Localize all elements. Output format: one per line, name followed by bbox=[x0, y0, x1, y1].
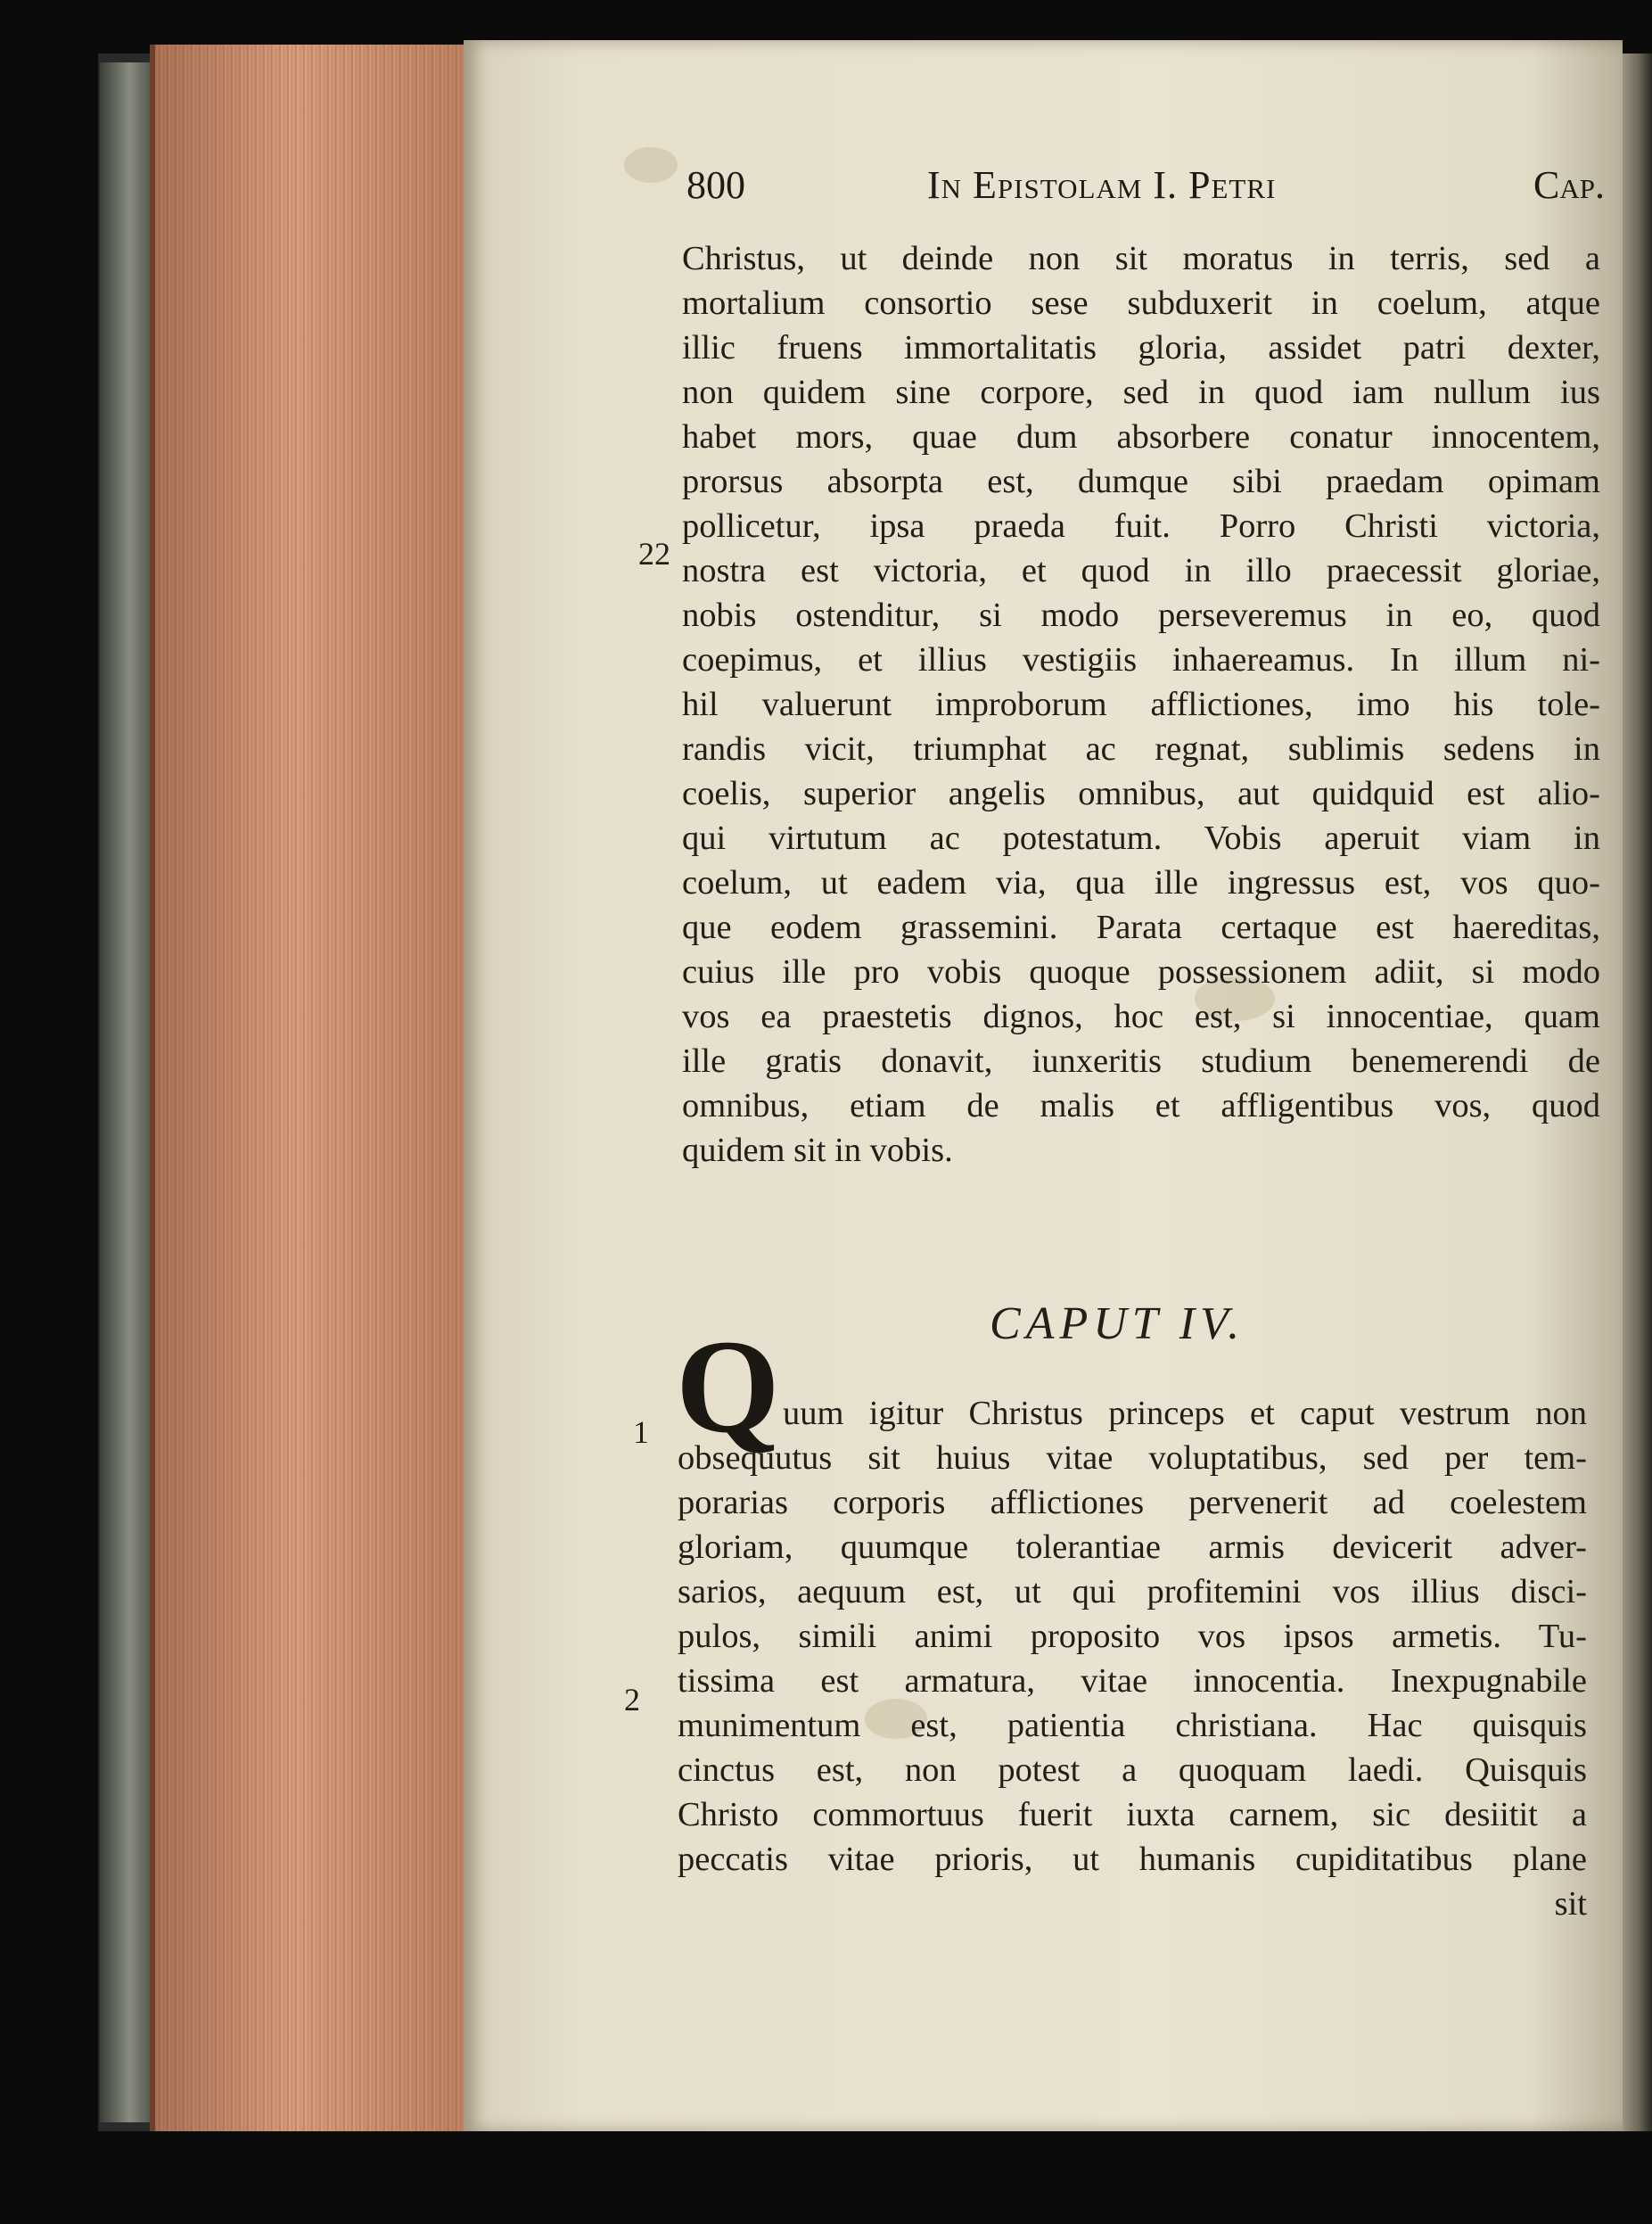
text-line: prorsus absorpta est, dumque sibi praedam opimam bbox=[682, 463, 1600, 500]
book-cover-edge bbox=[100, 62, 153, 2122]
verse-number-2: 2 bbox=[624, 1682, 640, 1717]
chapter-heading: CAPUT IV. bbox=[990, 1298, 1245, 1349]
text-line: cinctus est, non potest a quoquam laedi. Quisquis bbox=[678, 1751, 1587, 1789]
text-line: ille gratis donavit, iunxeritis studium benemerendi de bbox=[682, 1042, 1600, 1080]
page-number: 800 bbox=[686, 163, 745, 207]
text-line: qui virtutum ac potestatum. Vobis aperuit viam in bbox=[682, 820, 1600, 857]
chapter3-text bbox=[682, 236, 1600, 1173]
text-line: porarias corporis afflictiones pervenerit ad coelestem bbox=[678, 1484, 1587, 1521]
text-line: nobis ostenditur, si modo perseveremus in eo, quod bbox=[682, 597, 1600, 634]
text-line: randis vicit, triumphat ac regnat, sublimis sedens in bbox=[682, 730, 1600, 768]
page-edges-shade bbox=[150, 45, 471, 2131]
text-line: coelum, ut eadem via, qua ille ingressus est, vos quo- bbox=[682, 864, 1600, 902]
text-line: obsequutus sit huius vitae voluptatibus, sed per tem- bbox=[678, 1439, 1587, 1477]
catchword: sit bbox=[1554, 1885, 1587, 1923]
text-line: non quidem sine corpore, sed in quod iam nullum ius bbox=[682, 374, 1600, 411]
text-line: vos ea praestetis dignos, hoc est, si innocentiae, quam bbox=[682, 998, 1600, 1035]
text-line: tissima est armatura, vitae innocentia. Inexpugnabile bbox=[678, 1662, 1587, 1700]
text-line: illic fruens immortalitatis gloria, assidet patri dexter, bbox=[682, 329, 1600, 367]
page-gutter-shadow bbox=[1618, 54, 1652, 2131]
text-line: quidem sit in vobis. bbox=[682, 1132, 953, 1169]
text-line: Christus, ut deinde non sit moratus in terris, sed a bbox=[682, 240, 1600, 277]
text-line: sarios, aequum est, ut qui profitemini vos illius disci- bbox=[678, 1573, 1587, 1610]
chapter4-text bbox=[678, 1391, 1587, 1926]
drop-capital: Q bbox=[676, 1313, 780, 1461]
verse-number-1: 1 bbox=[633, 1414, 649, 1450]
text-line: munimentum est, patientia christiana. Hac quisquis bbox=[678, 1707, 1587, 1744]
text-line: que eodem grassemini. Parata certaque est haereditas, bbox=[682, 909, 1600, 946]
text-line: uum igitur Christus princeps et caput vestrum non bbox=[783, 1395, 1587, 1432]
text-line: omnibus, etiam de malis et affligentibus vos, quod bbox=[682, 1087, 1600, 1124]
text-line: hil valuerunt improborum afflictiones, imo his tole- bbox=[682, 686, 1600, 723]
text-line: Christo commortuus fuerit iuxta carnem, sic desiitit a bbox=[678, 1796, 1587, 1833]
text-line: coelis, superior angelis omnibus, aut quidquid est alio- bbox=[682, 775, 1600, 812]
text-line: mortalium consortio sese subduxerit in coelum, atque bbox=[682, 284, 1600, 322]
text-line: habet mors, quae dum absorbere conatur innocentem, bbox=[682, 418, 1600, 456]
text-line: nostra est victoria, et quod in illo praecessit gloriae, bbox=[682, 552, 1600, 589]
text-line: pollicetur, ipsa praeda fuit. Porro Christi victoria, bbox=[682, 507, 1600, 545]
text-line: coepimus, et illius vestigiis inhaereamus. In illum ni- bbox=[682, 641, 1600, 679]
text-line: pulos, simili animi proposito vos ipsos armetis. Tu- bbox=[678, 1618, 1587, 1655]
text-line: cuius ille pro vobis quoque possessionem adiit, si modo bbox=[682, 953, 1600, 991]
verse-number-22: 22 bbox=[638, 536, 670, 572]
foxing-spot bbox=[624, 147, 678, 183]
text-line: gloriam, quumque tolerantiae armis devicerit adver- bbox=[678, 1528, 1587, 1566]
running-title: In Epistolam I. Petri bbox=[927, 163, 1277, 207]
running-chapter: Cap. bbox=[1533, 163, 1605, 207]
text-line: peccatis vitae prioris, ut humanis cupiditatibus plane bbox=[678, 1841, 1587, 1878]
running-head bbox=[686, 162, 1605, 216]
